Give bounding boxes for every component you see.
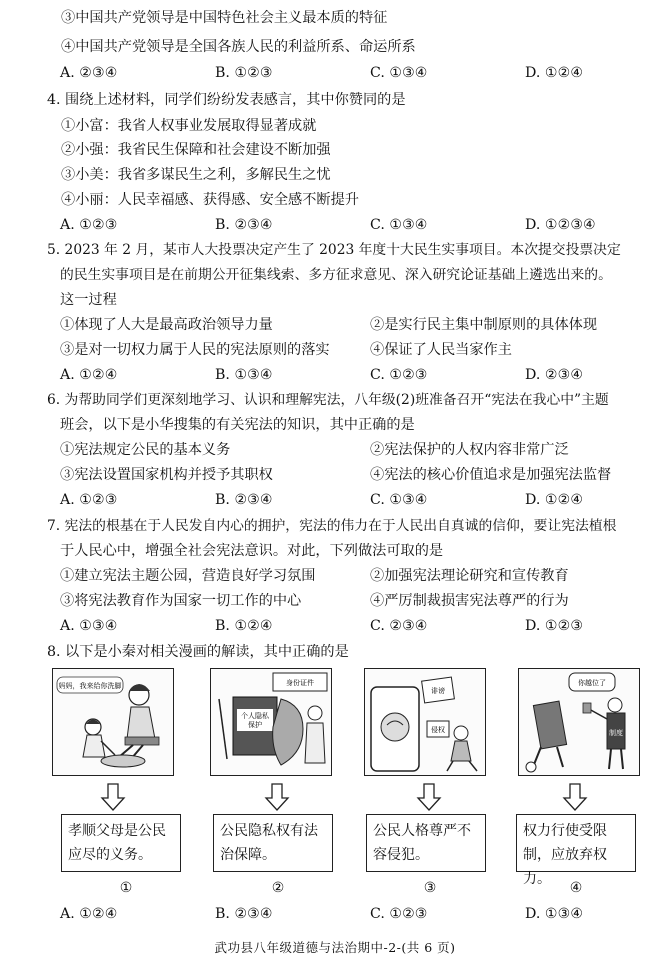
cartoon-text-infringe: 侵权 <box>431 726 445 734</box>
cartoon-text-system: 制度 <box>609 729 623 737</box>
q4-option-b[interactable]: B. ②③④ <box>215 217 273 233</box>
q4-options <box>60 215 620 235</box>
cartoon-text-slander: 诽谤 <box>431 687 445 695</box>
q6-option-c[interactable]: C. ①③④ <box>370 492 428 508</box>
q7-items-row-1 <box>60 566 640 586</box>
q5-option-d[interactable]: D. ②③④ <box>525 367 584 383</box>
caption-box-3: 公民人格尊严不容侵犯。 <box>366 814 486 872</box>
q7-option-d[interactable]: D. ①②③ <box>525 618 584 634</box>
q7-stem-line-2: 于人民心中，增强全社会宪法意识。对此，下列做法可取的是 <box>60 543 444 559</box>
down-arrow-icon <box>562 782 588 812</box>
caption-marker-4: ④ <box>569 880 583 896</box>
q3-options <box>60 63 620 83</box>
cartoon-panel-2 <box>210 668 332 776</box>
cartoon-text-foot-washing: 妈妈，我来给你洗脚 <box>58 682 122 690</box>
q5-options <box>60 365 620 385</box>
cartoon-panel-1 <box>52 668 174 776</box>
q8-options <box>60 904 620 924</box>
q8-option-c[interactable]: C. ①②③ <box>370 906 428 922</box>
q5-option-b[interactable]: B. ①③④ <box>215 367 273 383</box>
cartoon-text-id-card: 身份证件 <box>286 679 314 687</box>
q6-stem-line-2: 班会，以下是小华搜集的有关宪法的知识，其中正确的是 <box>60 417 415 433</box>
cartoon-dignity-image <box>365 669 485 775</box>
q7-items-row-2 <box>60 591 640 611</box>
q6-options <box>60 490 620 510</box>
q6-item-1: ①宪法规定公民的基本义务 <box>60 442 231 458</box>
q7-option-a[interactable]: A. ①③④ <box>60 618 118 634</box>
q7-option-b[interactable]: B. ①②④ <box>215 618 273 634</box>
q6-option-a[interactable]: A. ①②③ <box>60 492 118 508</box>
down-arrow-icon <box>264 782 290 812</box>
q5-item-4: ④保证了人民当家作主 <box>370 342 512 358</box>
cartoon-text-privacy: 个人隐私 <box>241 712 269 720</box>
q5-stem-line-3: 这一过程 <box>60 292 117 308</box>
caption-box-4: 权力行使受限制，应放弃权力。 <box>516 814 636 872</box>
q6-items-row-2 <box>60 465 640 485</box>
q3-option-c[interactable]: C. ①③④ <box>370 65 428 81</box>
q4-option-d[interactable]: D. ①②③④ <box>525 217 596 233</box>
q7-item-3: ③将宪法教育作为国家一切工作的中心 <box>60 593 302 609</box>
q5-items-row-1 <box>60 315 640 335</box>
cartoon-text-offside: 你越位了 <box>578 679 606 687</box>
caption-box-1: 孝顺父母是公民应尽的义务。 <box>61 814 181 872</box>
q5-items-row-2 <box>60 340 640 360</box>
caption-marker-3: ③ <box>423 880 437 896</box>
q7-item-4: ④严厉制裁损害宪法尊严的行为 <box>370 593 569 609</box>
q6-option-d[interactable]: D. ①②④ <box>525 492 584 508</box>
q4-item-1: ①小富：我省人权事业发展取得显著成就 <box>61 118 317 134</box>
q3-option-d[interactable]: D. ①②④ <box>525 65 584 81</box>
q6-item-4: ④宪法的核心价值追求是加强宪法监督 <box>370 467 612 483</box>
q4-item-2: ②小强：我省民生保障和社会建设不断加强 <box>61 142 331 158</box>
q7-item-1: ①建立宪法主题公园，营造良好学习氛围 <box>60 568 316 584</box>
q4-option-c[interactable]: C. ①③④ <box>370 217 428 233</box>
q4-stem: 4. 围绕上述材料，同学们纷纷发表感言，其中你赞同的是 <box>47 92 406 108</box>
q3-item-4: ④中国共产党领导是全国各族人民的利益所系、命运所系 <box>61 39 416 55</box>
q5-item-2: ②是实行民主集中制原则的具体体现 <box>370 317 598 333</box>
q7-stem-line-1: 7. 宪法的根基在于人民发自内心的拥护，宪法的伟力在于人民出自真诚的信仰，要让宪法植根 <box>47 518 617 534</box>
cartoon-privacy-image <box>211 669 331 775</box>
q4-option-a[interactable]: A. ①②③ <box>60 217 118 233</box>
q5-option-a[interactable]: A. ①②④ <box>60 367 118 383</box>
cartoon-text-protect: 保护 <box>248 721 262 729</box>
cartoon-panel-4 <box>518 668 640 776</box>
q7-options <box>60 616 620 636</box>
caption-marker-2: ② <box>271 880 285 896</box>
q3-item-3: ③中国共产党领导是中国特色社会主义最本质的特征 <box>61 10 388 26</box>
cartoon-foot-washing-image <box>53 669 173 775</box>
cartoon-strip <box>52 668 642 776</box>
down-arrow-icon <box>416 782 442 812</box>
cartoon-panel-3 <box>364 668 486 776</box>
caption-marker-1: ① <box>119 880 133 896</box>
q3-option-a[interactable]: A. ②③④ <box>60 65 118 81</box>
q8-option-b[interactable]: B. ②③④ <box>215 906 273 922</box>
q6-stem-line-1: 6. 为帮助同学们更深刻地学习、认识和理解宪法，八年级(2)班准备召开“宪法在我心中”主题 <box>47 392 609 408</box>
q6-option-b[interactable]: B. ②③④ <box>215 492 273 508</box>
q6-items-row-1 <box>60 440 640 460</box>
q5-stem-line-1: 5. 2023 年 2 月，某市人大投票决定产生了 2023 年度十大民生实事项目。本次提交投票决定 <box>47 242 621 258</box>
q3-option-b[interactable]: B. ①②③ <box>215 65 273 81</box>
q5-item-3: ③是对一切权力属于人民的宪法原则的落实 <box>60 342 330 358</box>
q7-option-c[interactable]: C. ②③④ <box>370 618 428 634</box>
q8-stem: 8. 以下是小秦对相关漫画的解读，其中正确的是 <box>47 644 349 660</box>
q8-option-d[interactable]: D. ①③④ <box>525 906 584 922</box>
q6-item-3: ③宪法设置国家机构并授予其职权 <box>60 467 273 483</box>
q5-stem-line-2: 的民生实事项目是在前期公开征集线索、多方征求意见、深入研究论证基础上遴选出来的。 <box>60 267 612 283</box>
caption-box-2: 公民隐私权有法治保障。 <box>213 814 333 872</box>
q4-item-4: ④小丽：人民幸福感、获得感、安全感不断提升 <box>61 192 359 208</box>
q4-item-3: ③小美：我省多谋民生之利，多解民生之忧 <box>61 167 331 183</box>
page-footer: 武功县八年级道德与法治期中-2-(共 6 页) <box>214 940 456 955</box>
cartoon-power-image <box>519 669 639 775</box>
q8-option-a[interactable]: A. ①②④ <box>60 906 118 922</box>
q5-option-c[interactable]: C. ①②③ <box>370 367 428 383</box>
q7-item-2: ②加强宪法理论研究和宣传教育 <box>370 568 569 584</box>
down-arrow-icon <box>100 782 126 812</box>
q5-item-1: ①体现了人大是最高政治领导力量 <box>60 317 273 333</box>
q6-item-2: ②宪法保护的人权内容非常广泛 <box>370 442 569 458</box>
